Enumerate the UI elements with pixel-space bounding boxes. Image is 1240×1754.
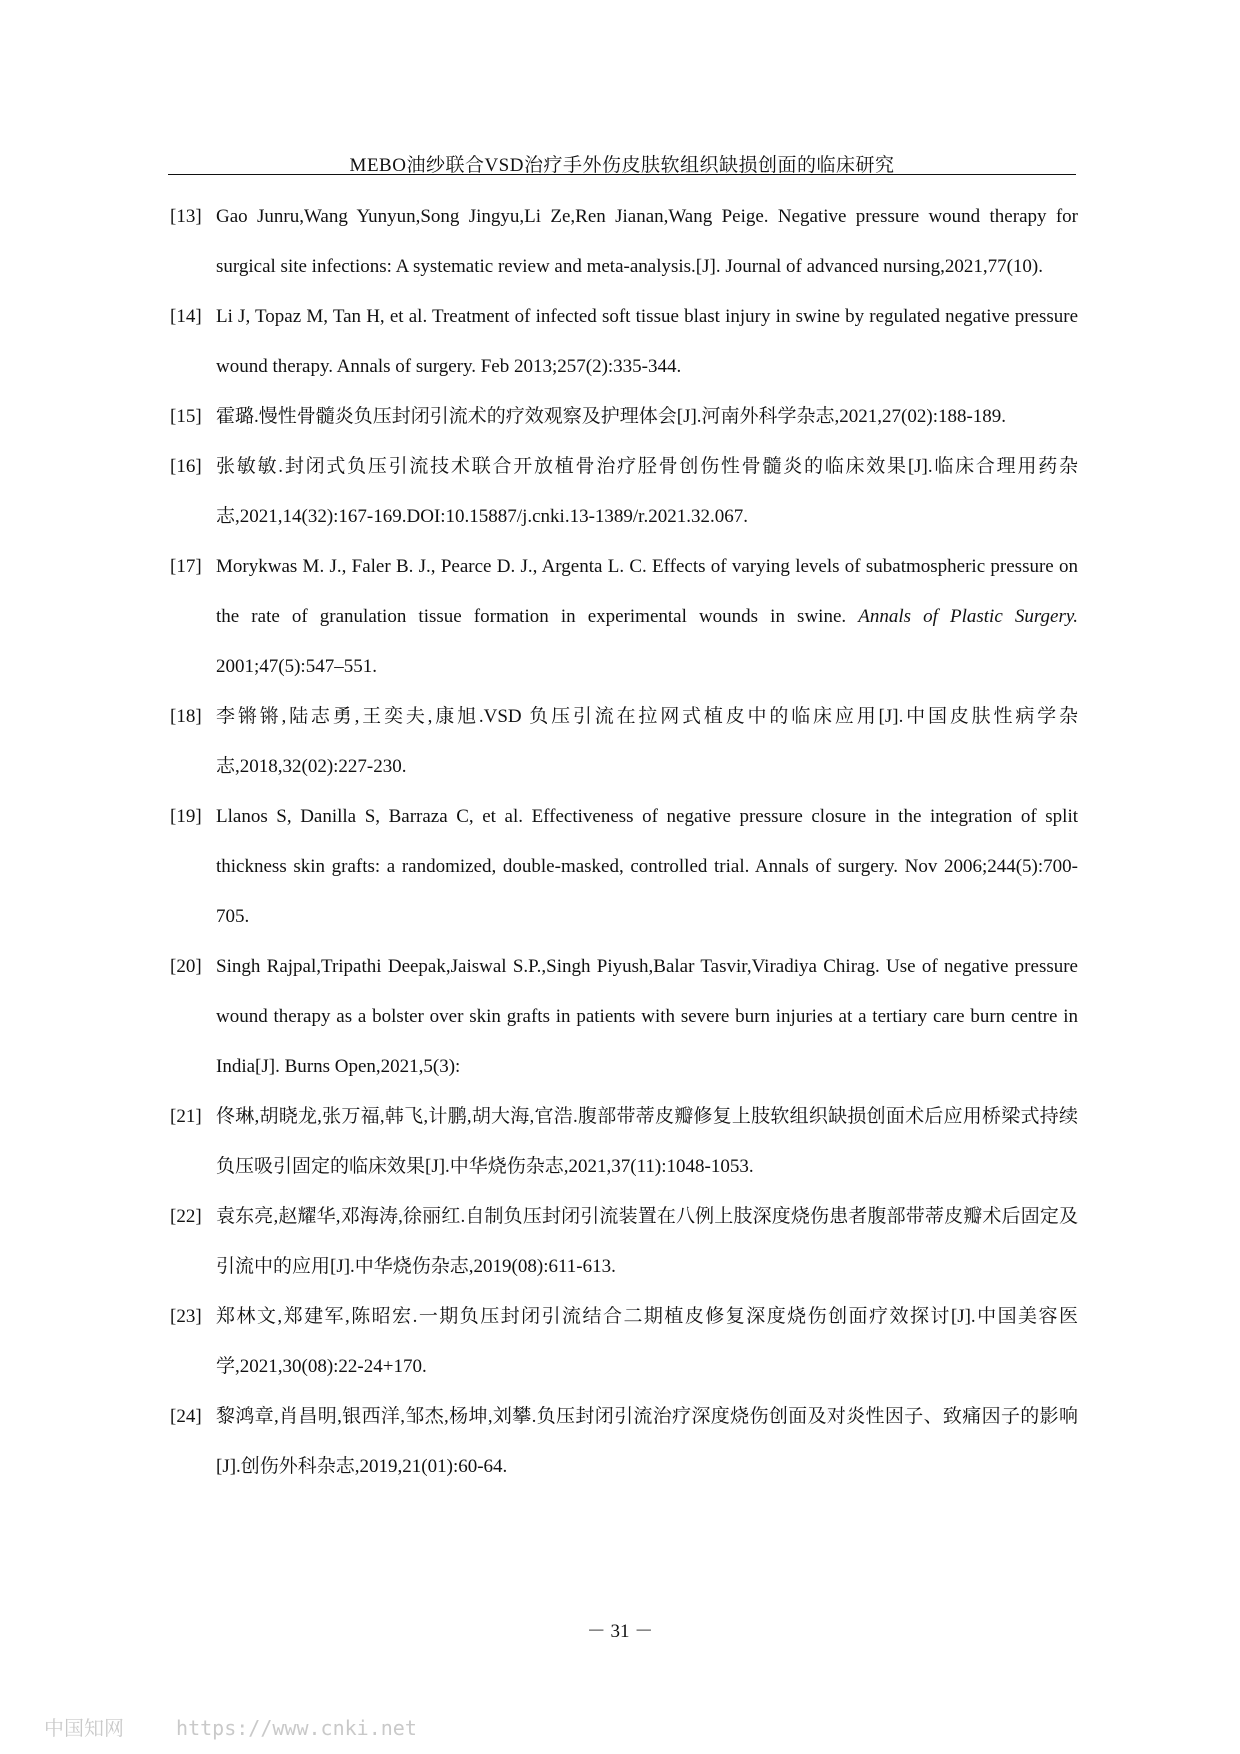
reference-text-main: Morykwas M. J., Faler B. J., Pearce D. J., Argenta L. C. Effects of varying levels of subatmospheric pressure on the rate of granulation tissue formation in experimental wounds in swine. [216, 556, 1078, 627]
reference-item [170, 542, 1078, 692]
reference-text: 郑林文,郑建军,陈昭宏.一期负压封闭引流结合二期植皮修复深度烧伤创面疗效探讨[J].中国美容医学,2021,30(08):22-24+170. [216, 1306, 1078, 1377]
journal-title-italic: Annals of Plastic Surgery. [858, 606, 1079, 627]
reference-item [170, 1392, 1078, 1492]
reference-text: 李锵锵,陆志勇,王奕夫,康旭.VSD 负压引流在拉网式植皮中的临床应用[J].中国皮肤性病学杂志,2018,32(02):227-230. [216, 706, 1078, 777]
reference-list [170, 192, 1078, 1492]
watermark [44, 1712, 417, 1741]
watermark-url: https://www.cnki.net [176, 1716, 417, 1740]
reference-item [170, 1292, 1078, 1392]
reference-text: Llanos S, Danilla S, Barraza C, et al. Effectiveness of negative pressure closure in the integration of split thickness skin grafts: a randomized, double-masked, controlled trial. Annals of surgery. Nov 2006;244(5):700-705. [216, 806, 1078, 927]
reference-number: [14] [170, 306, 202, 327]
header-rule [168, 174, 1076, 175]
reference-text: 袁东亮,赵耀华,邓海涛,徐丽红.自制负压封闭引流装置在八例上肢深度烧伤患者腹部带蒂皮瓣术后固定及引流中的应用[J].中华烧伤杂志,2019(08):611-613. [216, 1206, 1078, 1277]
reference-item [170, 692, 1078, 792]
reference-item [170, 192, 1078, 292]
reference-item [170, 1092, 1078, 1192]
reference-item [170, 442, 1078, 542]
reference-number: [13] [170, 206, 202, 227]
reference-number: [16] [170, 456, 202, 477]
reference-text [216, 542, 1078, 692]
reference-number: [19] [170, 806, 202, 827]
reference-number: [23] [170, 1306, 202, 1327]
reference-item [170, 792, 1078, 942]
reference-text: 黎鸿章,肖昌明,银西洋,邹杰,杨坤,刘攀.负压封闭引流治疗深度烧伤创面及对炎性因子、致痛因子的影响[J].创伤外科杂志,2019,21(01):60-64. [216, 1406, 1078, 1477]
reference-text: Li J, Topaz M, Tan H, et al. Treatment of infected soft tissue blast injury in swine by regulated negative pressure wound therapy. Annals of surgery. Feb 2013;257(2):335-344. [216, 306, 1078, 377]
reference-item [170, 1192, 1078, 1292]
reference-number: [21] [170, 1106, 202, 1127]
reference-number: [15] [170, 406, 202, 427]
reference-item [170, 292, 1078, 392]
reference-text: Singh Rajpal,Tripathi Deepak,Jaiswal S.P.,Singh Piyush,Balar Tasvir,Viradiya Chirag. Use of negative pressure wound therapy as a bolster over skin grafts in patients with severe burn injuries at a tertiary care burn centre in India[J]. Burns Open,2021,5(3): [216, 956, 1078, 1077]
reference-item [170, 942, 1078, 1092]
reference-text-tail: 2001;47(5):547–551. [216, 656, 377, 677]
reference-number: [18] [170, 706, 202, 727]
reference-text: 霍璐.慢性骨髓炎负压封闭引流术的疗效观察及护理体会[J].河南外科学杂志,2021,27(02):188-189. [216, 406, 1007, 427]
reference-number: [24] [170, 1406, 202, 1427]
reference-item [170, 392, 1078, 442]
reference-text: 佟琳,胡晓龙,张万福,韩飞,计鹏,胡大海,官浩.腹部带蒂皮瓣修复上肢软组织缺损创面术后应用桥梁式持续负压吸引固定的临床效果[J].中华烧伤杂志,2021,37(11):1048-1053. [216, 1106, 1078, 1177]
reference-number: [17] [170, 556, 202, 577]
reference-number: [20] [170, 956, 202, 977]
running-header: MEBO油纱联合VSD治疗手外伤皮肤软组织缺损创面的临床研究 [349, 155, 895, 176]
page-number: － 31 － [586, 1621, 654, 1642]
cnki-logo-text: 中国知网 [44, 1716, 124, 1740]
reference-text: 张敏敏.封闭式负压引流技术联合开放植骨治疗胫骨创伤性骨髓炎的临床效果[J].临床合理用药杂志,2021,14(32):167-169.DOI:10.15887/j.cnki.13-1389/r.2021.32.067. [216, 456, 1078, 527]
reference-text: Gao Junru,Wang Yunyun,Song Jingyu,Li Ze,Ren Jianan,Wang Peige. Negative pressure wound therapy for surgical site infections: A systematic review and meta-analysis.[J]. Journal of advanced nursing,2021,77(10). [216, 206, 1078, 277]
reference-number: [22] [170, 1206, 202, 1227]
